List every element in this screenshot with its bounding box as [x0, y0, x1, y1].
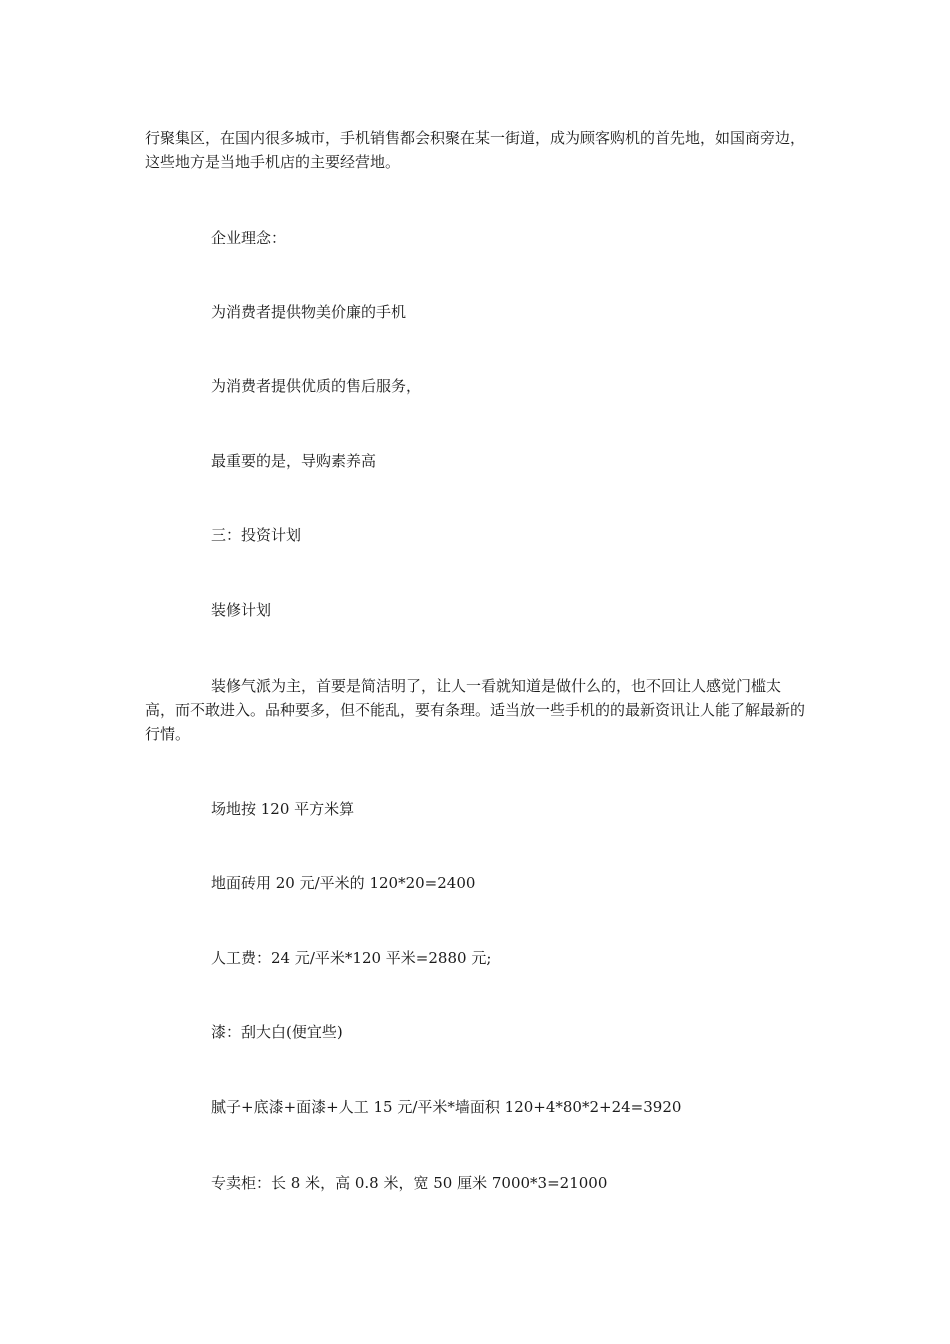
line-area: 场地按 120 平方米算 — [211, 800, 355, 818]
paragraph-location: 行聚集区，在国内很多城市，手机销售都会积聚在某一街道，成为顾客购机的首先地，如国商旁边，这些地方是当地手机店的主要经营地。 — [145, 129, 806, 171]
subheading-renovation: 装修计划 — [211, 601, 272, 619]
philosophy-item-3: 最重要的是，导购素养高 — [211, 452, 377, 470]
line-counters: 专卖柜：长 8 米，高 0.8 米，宽 50 厘米 7000*3=21000 — [211, 1174, 608, 1192]
section-heading-investment: 三：投资计划 — [211, 526, 302, 544]
philosophy-item-2: 为消费者提供优质的售后服务， — [211, 377, 422, 395]
heading-philosophy: 企业理念： — [211, 229, 287, 247]
line-putty: 腻子+底漆+面漆+人工 15 元/平米*墙面积 120+4*80*2+24=3920 — [211, 1098, 682, 1116]
philosophy-item-1: 为消费者提供物美价廉的手机 — [211, 303, 407, 321]
line-floor-tiles: 地面砖用 20 元/平米的 120*20=2400 — [211, 874, 476, 892]
line-paint: 漆：刮大白(便宜些) — [211, 1023, 343, 1041]
paragraph-renovation: 装修气派为主，首要是简洁明了，让人一看就知道是做什么的，也不回让人感觉门槛太高，而不敢进入。品种要多，但不能乱，要有条理。适当放一些手机的的最新资讯让人能了解最新的行情。 — [145, 677, 806, 743]
line-labor-cost: 人工费：24 元/平米*120 平米=2880 元; — [211, 949, 492, 967]
